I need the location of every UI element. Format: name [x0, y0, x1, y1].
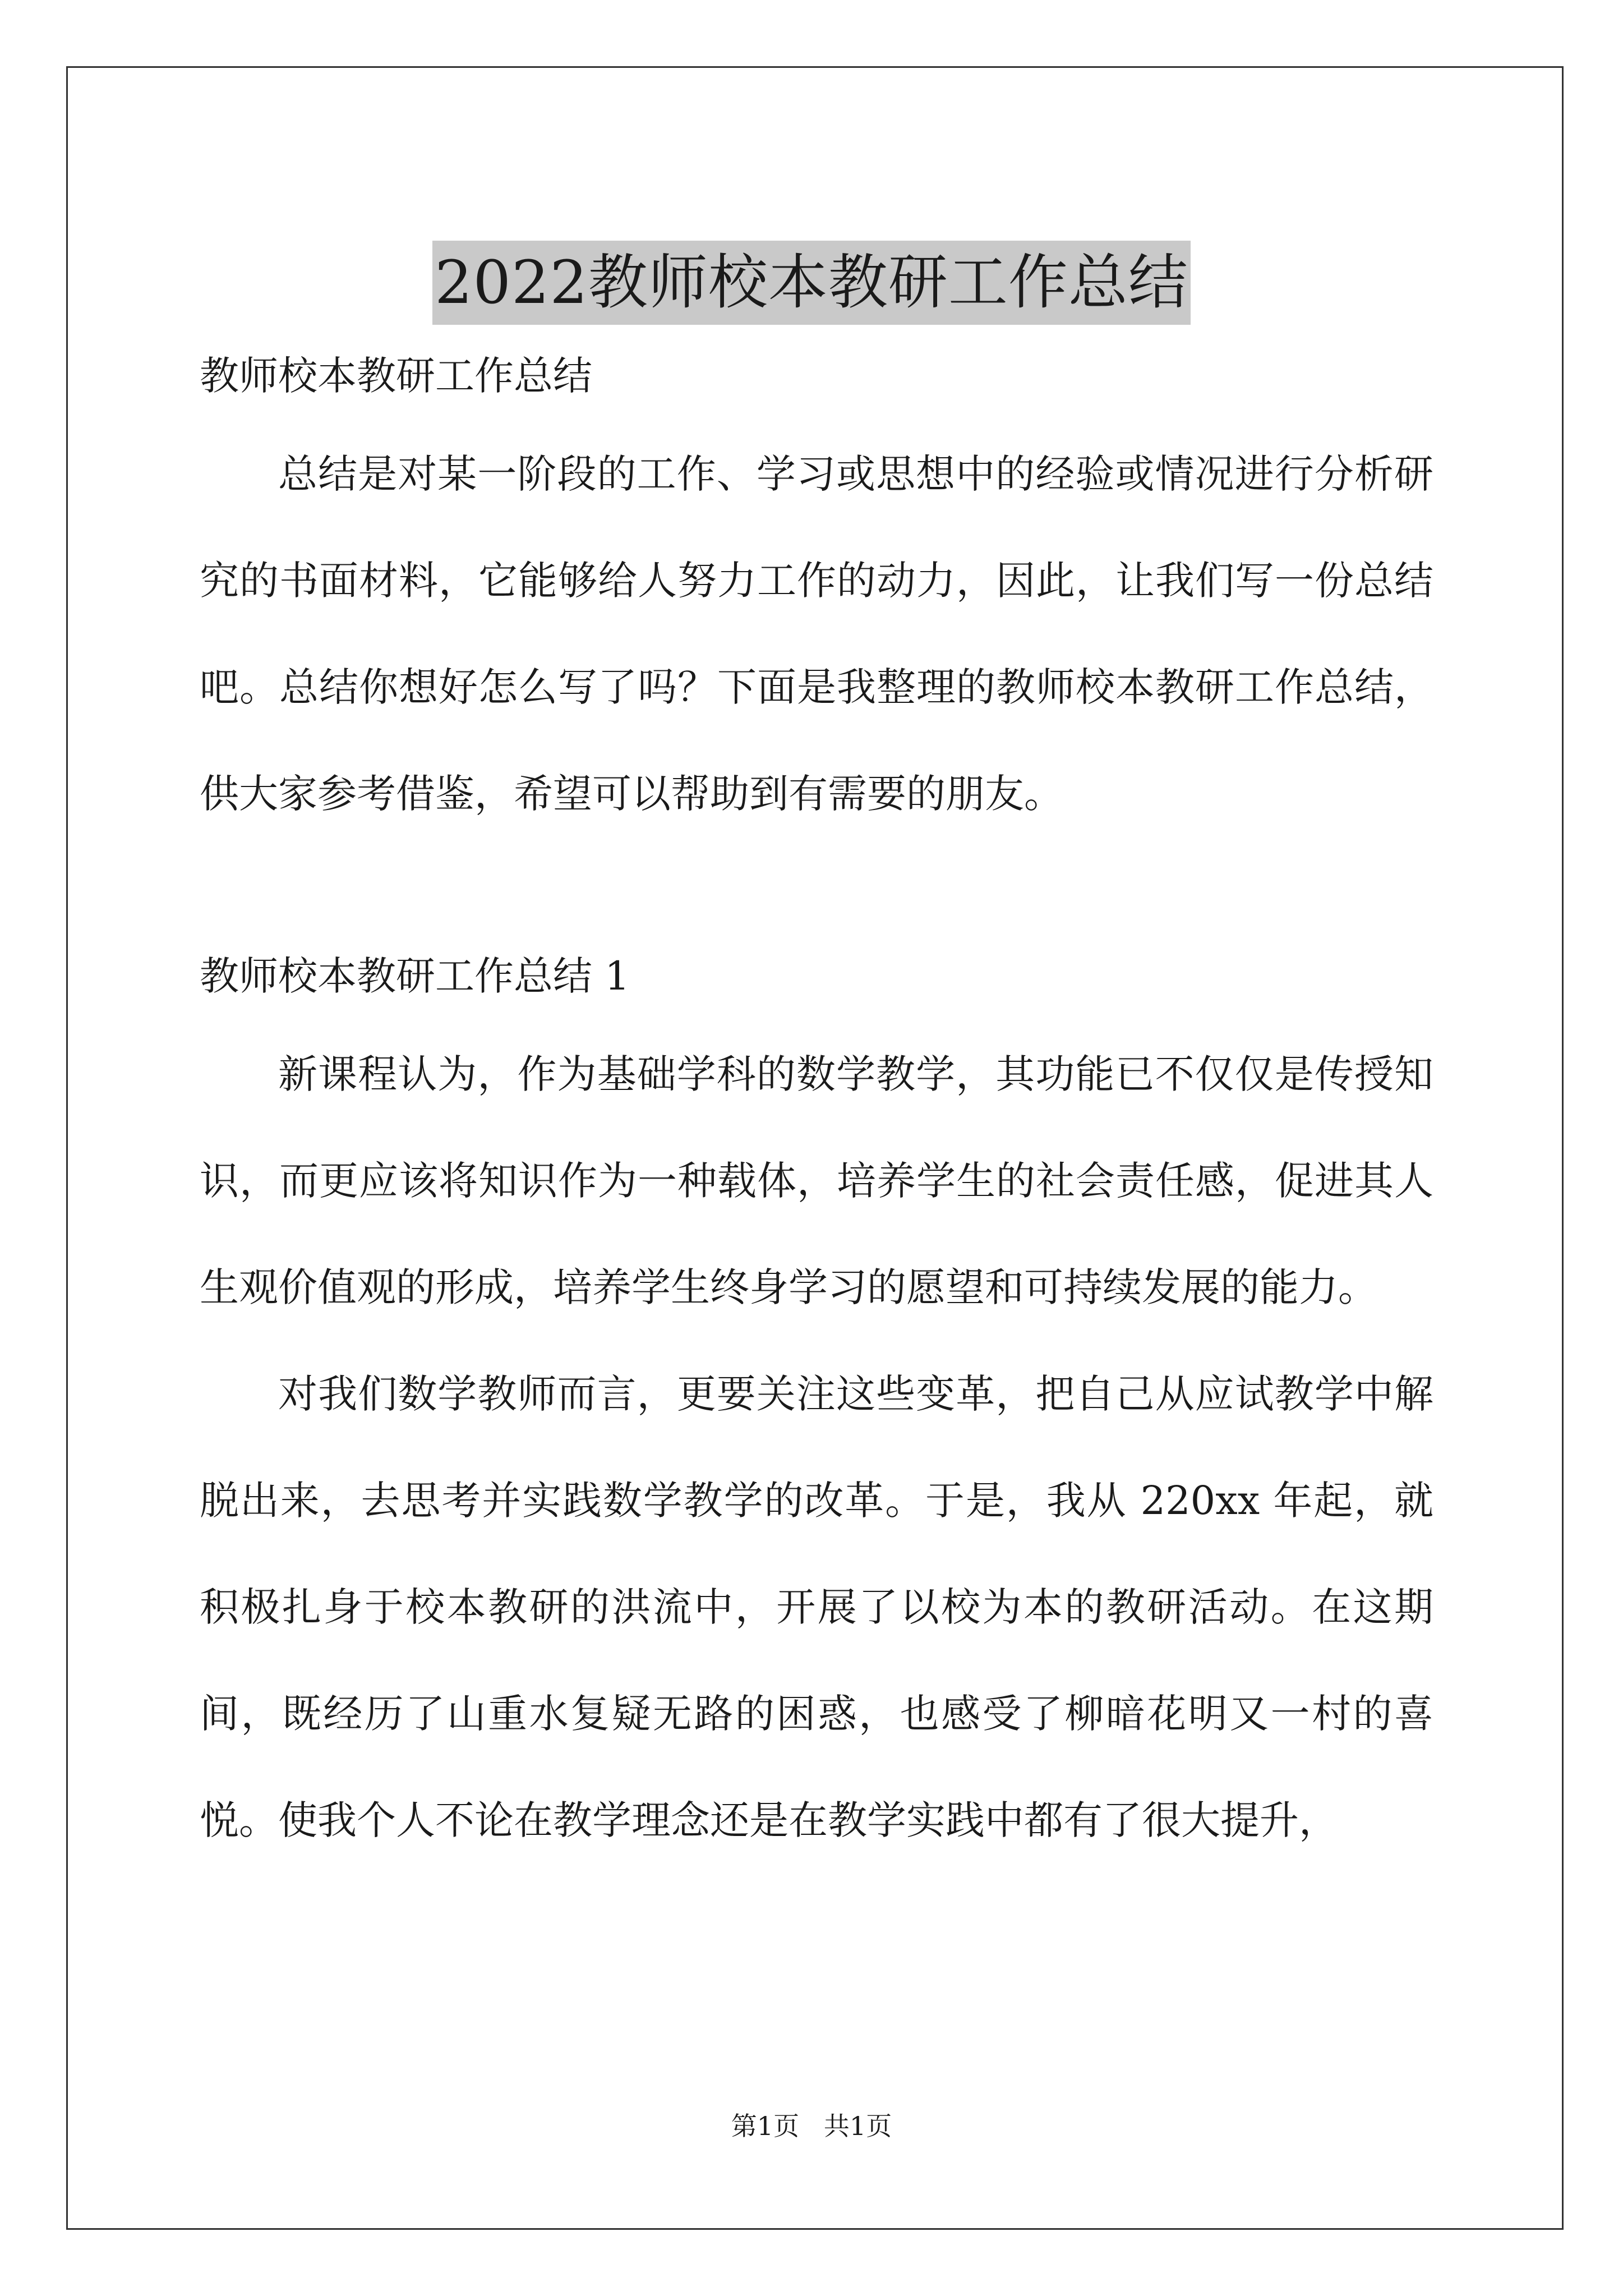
section-paragraph-1: 新课程认为，作为基础学科的数学教学，其功能已不仅仅是传授知识，而更应该将知识作为一种载体，培养学生的社会责任感，促进其人生观价值观的形成，培养学生终身学习的愿望和可持续发展的能力。 — [200, 1051, 1433, 1310]
intro-heading: 教师校本教研工作总结 — [200, 353, 592, 399]
intro-paragraph: 总结是对某一阶段的工作、学习或思想中的经验或情况进行分析研究的书面材料，它能够给人努力工作的动力，因此，让我们写一份总结吧。总结你想好怎么写了吗？下面是我整理的教师校本教研工作总结，供大家参考借鉴，希望可以帮助到有需要的朋友。 — [200, 451, 1433, 817]
section-paragraph-2: 对我们数学教师而言，更要关注这些变革，把自己从应试教学中解脱出来，去思考并实践数学教学的改革。于是，我从 220xx 年起，就积极扎身于校本教研的洪流中，开展了以校为本的教研活动。在这期间，既经历了山重水复疑无路的困惑，也感受了柳暗花明又一村的喜悦。使我个人不论在教学理念还是在教学实践中都有了很大提升， — [200, 1371, 1433, 1843]
document-title: 2022教师校本教研工作总结 — [432, 241, 1191, 325]
section-heading: 教师校本教研工作总结 1 — [200, 953, 630, 999]
spacer — [200, 847, 1433, 937]
page-footer: 第1页 共1页 — [731, 2111, 892, 2141]
spacer — [200, 1015, 1433, 1021]
spacer — [200, 415, 1433, 421]
document-body — [200, 337, 1433, 1874]
